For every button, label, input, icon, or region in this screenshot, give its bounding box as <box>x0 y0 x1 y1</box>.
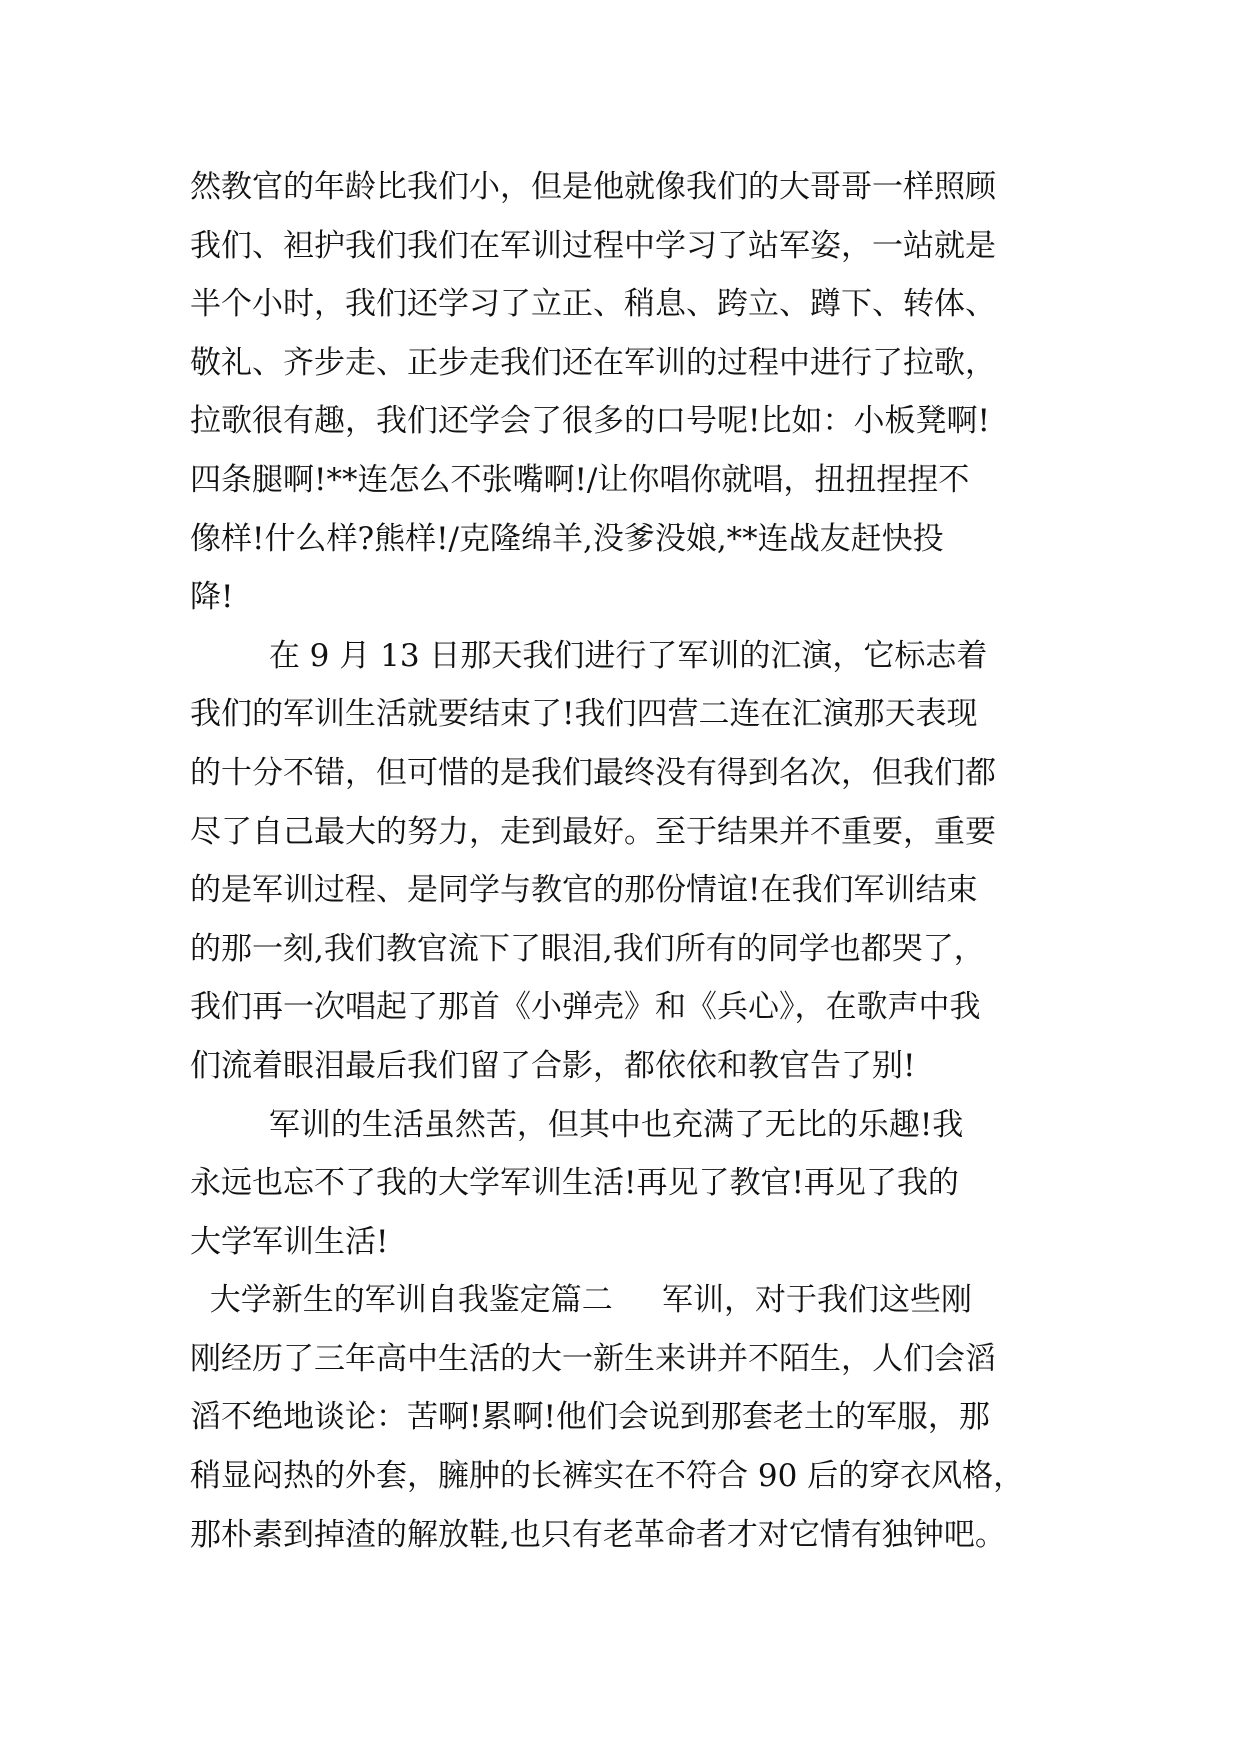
text-line: 的那一刻,我们教官流下了眼泪,我们所有的同学也都哭了， <box>190 930 985 967</box>
text-line: 在 9 月 13 日那天我们进行了军训的汇演，它标志着 <box>190 637 988 674</box>
text-line: 滔不绝地谈论：苦啊!累啊!他们会说到那套老土的军服，那 <box>190 1399 990 1436</box>
text-line: 大学新生的军训自我鉴定篇二 军训，对于我们这些刚 <box>190 1282 972 1319</box>
text-line: 我们的军训生活就要结束了!我们四营二连在汇演那天表现 <box>190 696 978 733</box>
text-line: 敬礼、齐步走、正步走我们还在军训的过程中进行了拉歌， <box>190 344 996 381</box>
text-line: 大学军训生活! <box>190 1223 389 1260</box>
text-line: 半个小时，我们还学习了立正、稍息、跨立、蹲下、转体、 <box>190 286 996 323</box>
text-line: 的十分不错，但可惜的是我们最终没有得到名次，但我们都 <box>190 754 996 791</box>
text-line: 的是军训过程、是同学与教官的那份情谊!在我们军训结束 <box>190 872 978 909</box>
text-line: 我们再一次唱起了那首《小弹壳》和《兵心》，在歌声中我 <box>190 989 981 1026</box>
text-line: 降! <box>190 579 234 616</box>
text-line: 拉歌很有趣，我们还学会了很多的口号呢!比如：小板凳啊! <box>190 403 990 440</box>
document-body <box>190 158 1060 1564</box>
text-line: 尽了自己最大的努力，走到最好。至于结果并不重要，重要 <box>190 813 996 850</box>
text-line: 永远也忘不了我的大学军训生活!再见了教官!再见了我的 <box>190 1165 959 1202</box>
text-line: 像样!什么样?熊样!/克隆绵羊,没爹没娘,**连战友赶快投 <box>190 520 944 557</box>
text-line: 稍显闷热的外套，臃肿的长裤实在不符合 90 后的穿衣风格， <box>190 1458 1025 1495</box>
text-line: 我们、袒护我们我们在军训过程中学习了站军姿，一站就是 <box>190 227 996 264</box>
text-line: 们流着眼泪最后我们留了合影，都依依和教官告了别! <box>190 1047 916 1084</box>
text-line: 然教官的年龄比我们小，但是他就像我们的大哥哥一样照顾 <box>190 169 996 205</box>
text-line: 刚经历了三年高中生活的大一新生来讲并不陌生，人们会滔 <box>190 1340 996 1377</box>
text-line: 四条腿啊!**连怎么不张嘴啊!/让你唱你就唱，扭扭捏捏不 <box>190 461 970 498</box>
text-line: 那朴素到掉渣的解放鞋,也只有老革命者才对它情有独钟吧。 <box>190 1516 1006 1553</box>
text-line: 军训的生活虽然苦，但其中也充满了无比的乐趣!我 <box>190 1106 964 1143</box>
